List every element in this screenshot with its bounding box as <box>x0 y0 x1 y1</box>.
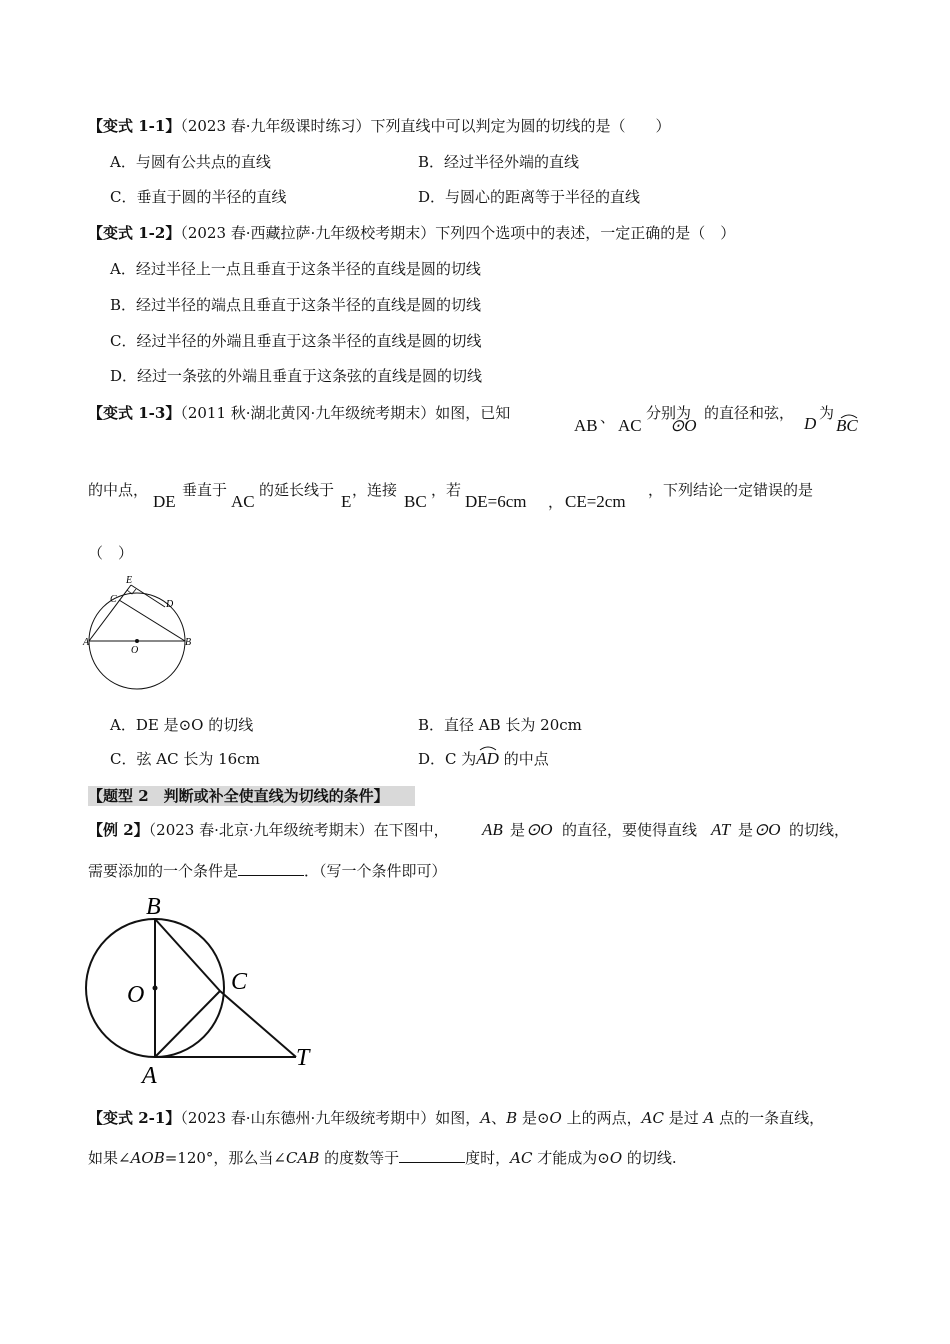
question-tag: 【变式 1-1】 <box>88 117 181 135</box>
figure-tangent-at <box>80 890 330 1095</box>
text-tail: ，下列结论一定错误的是 <box>648 481 814 499</box>
text-chuizhi: 垂直于 <box>182 481 228 499</box>
question-tag: 【例 2】 <box>88 821 149 839</box>
text-tangent: 的切线， <box>789 821 850 839</box>
math-e: E <box>341 492 352 511</box>
option-a: A．DE 是⊙O 的切线 <box>110 716 254 734</box>
question-tag: 【变式 1-3】 <box>88 404 181 422</box>
answer-paren: （ ） <box>88 544 134 562</box>
math-arc-ad: AD <box>476 749 499 768</box>
math-ac: AC <box>618 416 642 435</box>
math-arc-bc: BC <box>836 416 858 436</box>
question-tag: 【变式 1-2】 <box>88 224 181 242</box>
math-dun: 、 <box>600 408 616 426</box>
fig-label-t: T <box>296 1045 310 1071</box>
math-d: D <box>804 414 817 433</box>
text-wei: 为 <box>819 404 835 422</box>
option-d: D．经过一条弦的外端且垂直于这条弦的直线是圆的切线 <box>110 367 483 385</box>
fig-label-o: O <box>131 645 139 656</box>
fig-label-b: B <box>146 894 161 920</box>
math-de6: DE=6cm <box>465 492 527 511</box>
fig-label-b: B <box>185 637 192 648</box>
text-ruo: ，若 <box>431 481 462 499</box>
option-b: B．直径 AB 长为 20cm <box>418 716 582 734</box>
section-title: 【题型 2 判断或补全使直线为切线的条件】 <box>88 786 415 806</box>
question-1-3-stem: 【变式 1-3】（2011 秋·湖北黄冈·九年级统考期末）如图，已知 <box>88 404 511 422</box>
arc-mark-icon <box>478 745 498 751</box>
answer-blank[interactable] <box>238 861 304 876</box>
option-c: C．经过半径的外端且垂直于这条半径的直线是圆的切线 <box>110 332 482 350</box>
option-b: B．经过半径外端的直线 <box>418 153 580 171</box>
math-ce2: CE=2cm <box>565 492 626 511</box>
math-bc: BC <box>404 492 427 511</box>
text-sep: ， <box>548 493 564 511</box>
option-a: A．与圆有公共点的直线 <box>110 153 271 171</box>
math-circle-o2: ⊙O <box>754 820 781 839</box>
answer-blank[interactable] <box>399 1148 465 1163</box>
math-ab: AB <box>482 820 503 839</box>
question-1-2-stem: 【变式 1-2】（2023 春·西藏拉萨·九年级校考期末）下列四个选项中的表述，一定正确的是（ ） <box>88 224 736 242</box>
fig-label-a: A <box>142 1063 157 1089</box>
text-fenbie: 分别为 <box>646 404 692 422</box>
option-a: A．经过半径上一点且垂直于这条半径的直线是圆的切线 <box>110 260 481 278</box>
text-lianjie: ，连接 <box>352 481 398 499</box>
option-d: D．C 为AD 的中点 <box>418 749 549 769</box>
fig-label-o: O <box>127 982 145 1008</box>
math-circle-o: ⊙O <box>670 416 697 435</box>
fig-label-d: D <box>166 599 174 610</box>
example-2-line2: 需要添加的一个条件是 ．（写一个条件即可） <box>88 862 447 880</box>
fig-label-e: E <box>126 575 133 586</box>
fig-label-c: C <box>231 969 248 995</box>
arc-mark-icon <box>839 413 859 419</box>
text-diam: 的直径，要使得直线 <box>562 821 698 839</box>
option-d: D．与圆心的距离等于半径的直线 <box>418 188 641 206</box>
question-1-1-stem: 【变式 1-1】（2023 春·九年级课时练习）下列直线中可以判定为圆的切线的是（ ） <box>88 117 671 135</box>
option-b: B．经过半径的端点且垂直于这条半径的直线是圆的切线 <box>110 296 482 314</box>
text-diam: 的直径和弦， <box>704 404 795 422</box>
math-de: DE <box>153 492 176 511</box>
math-at: AT <box>711 820 731 839</box>
question-2-1-line2: 如果∠AOB=120°，那么当∠CAB 的度数等于 度时，AC 才能成为⊙O 的切线. <box>88 1149 677 1167</box>
question-2-1-stem: 【变式 2-1】（2023 春·山东德州·九年级统考期中）如图，A、B 是⊙O 上的两点，AC 是过 A 点的一条直线， <box>88 1109 825 1127</box>
math-circle-o: ⊙O <box>526 820 553 839</box>
option-c: C．弦 AC 长为 16cm <box>110 750 260 768</box>
fig-label-a: A <box>83 637 90 648</box>
fig-label-c: C <box>110 594 117 605</box>
math-ab: AB <box>574 416 598 435</box>
text-midpoint: 的中点， <box>88 481 149 499</box>
math-ac2: AC <box>231 492 255 511</box>
figure-circle-tangent <box>80 570 200 695</box>
question-tag: 【变式 2-1】 <box>88 1109 181 1127</box>
text-yanchang: 的延长线于 <box>259 481 335 499</box>
option-c: C．垂直于圆的半径的直线 <box>110 188 287 206</box>
text-shi: 是 <box>510 821 526 839</box>
text-shi2: 是 <box>738 821 754 839</box>
example-2-stem: 【例 2】（2023 春·北京·九年级统考期末）在下图中， <box>88 821 449 839</box>
